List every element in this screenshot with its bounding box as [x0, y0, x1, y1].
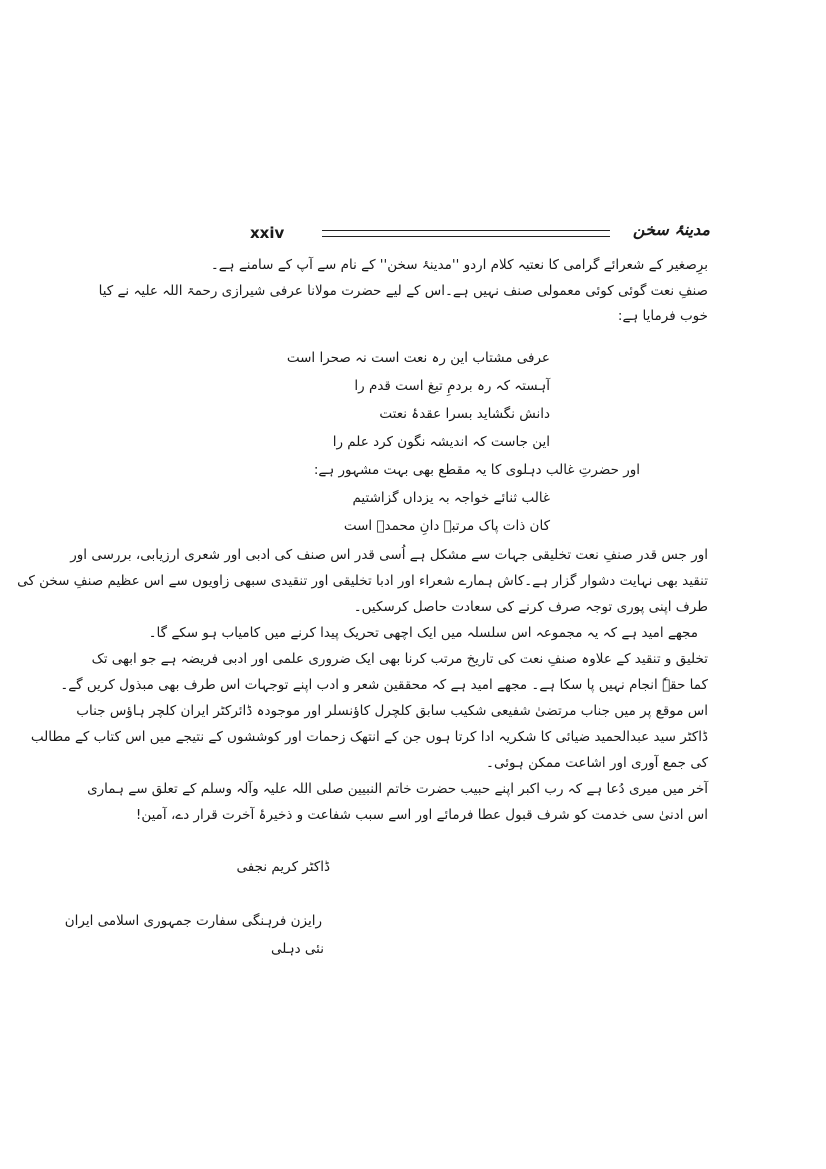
paragraph-line: اور جس قدر صنفِ نعت تخلیقی جہات سے مشکل ہے اُسی قدر اس صنف کی ادبی اور شعری ارزیابی، بررسی اور: [70, 547, 708, 563]
verse-line: آہستہ کہ رہ بردمِ تیغ است قدم را: [354, 378, 550, 394]
verse-line: این جاست کہ اندیشہ نگون کرد علم را: [332, 434, 550, 450]
paragraph-line: مجھے امید ہے کہ یہ مجموعہ اس سلسلہ میں ایک اچھی تحریک پیدا کرنے میں کامیاب ہو سکے گا۔: [148, 625, 698, 641]
page-number: xxiv: [250, 224, 285, 242]
signature-place: نئی دہلی: [270, 941, 324, 957]
verse-line: دانش نگشاید بسرا عقدۂ نعتت: [379, 406, 550, 422]
paragraph-line: اس موقع پر میں جناب مرتضیٰ شفیعی شکیب سابق کلچرل کاؤنسلر اور موجودہ ڈائرکٹر ایران کلچر ہاؤس جناب: [76, 703, 708, 719]
paragraph-line: طرف اپنی پوری توجہ صرف کرنے کی سعادت حاصل کرسکیں۔: [353, 599, 708, 615]
running-title: مدینۂ سخن: [632, 220, 710, 239]
page-header: [244, 222, 710, 248]
paragraph-line: برِصغیر کے شعرائے گرامی کا نعتیہ کلام اردو ''مدینۂ سخن'' کے نام سے آپ کے سامنے ہے۔: [210, 257, 708, 273]
verse-line: کان ذات پاک مرتبہ دانِ محمدؐ است: [343, 518, 550, 534]
paragraph-line: خوب فرمایا ہے:: [617, 308, 708, 324]
ghalib-intro: اور حضرتِ غالب دہلوی کا یہ مقطع بھی بہت مشہور ہے:: [313, 462, 640, 478]
paragraph-line: تنقید بھی نہایت دشوار گزار ہے۔کاش ہمارے شعراء اور ادبا تخلیقی اور تنقیدی سبھی زاویوں سے اس عظیم صنفِ سخن کی: [17, 573, 708, 589]
paragraph-line: اس ادنیٰ سی خدمت کو شرف قبول عطا فرمائے اور اسے سبب شفاعت و ذخیرۂ آخرت قرار دے، آمین!: [135, 807, 708, 823]
signature-title: رایزن فرہنگی سفارت جمہوری اسلامی ایران: [64, 913, 322, 929]
verse-line: غالب ثنائے خواجہ بہ یزداں گزاشتیم: [352, 490, 550, 506]
paragraph-line: صنفِ نعت گوئی کوئی معمولی صنف نہیں ہے۔اس کے لیے حضرت مولانا عرفی شیرازی رحمۃ اللہ علیہ نے کیا: [98, 283, 708, 299]
paragraph-line: تخلیق و تنقید کے علاوہ صنفِ نعت کی تاریخ مرتب کرنا بھی ایک ضروری علمی اور ادبی فریضہ ہے جو ابھی تک: [91, 651, 708, 667]
signature-name: ڈاکٹر کریم نجفی: [236, 859, 330, 875]
paragraph-line: کی جمع آوری اور اشاعت ممکن ہوئی۔: [486, 755, 708, 771]
header-rule: [322, 230, 610, 237]
paragraph-line: کما حقہٗ انجام نہیں پا سکا ہے۔ مجھے امید ہے کہ محققین شعر و ادب اپنے توجہات اس طرف بھی مبذول کریں گے۔: [60, 677, 708, 693]
verse-line: عرفی مشتاب این رہ نعت است نہ صحرا است: [286, 350, 550, 366]
paragraph-line: آخر میں میری دُعا ہے کہ رب اکبر اپنے حبیب حضرت خاتم النبیین صلی اللہ علیہ وآلہ وسلم کے تعلق سے ہماری: [87, 781, 708, 797]
paragraph-line: ڈاکٹر سید عبدالحمید ضیائی کا شکریہ ادا کرتا ہوں جن کے انتھک زحمات اور کوششوں کے نتیجے میں اس کتاب کے مطالب: [30, 729, 708, 745]
